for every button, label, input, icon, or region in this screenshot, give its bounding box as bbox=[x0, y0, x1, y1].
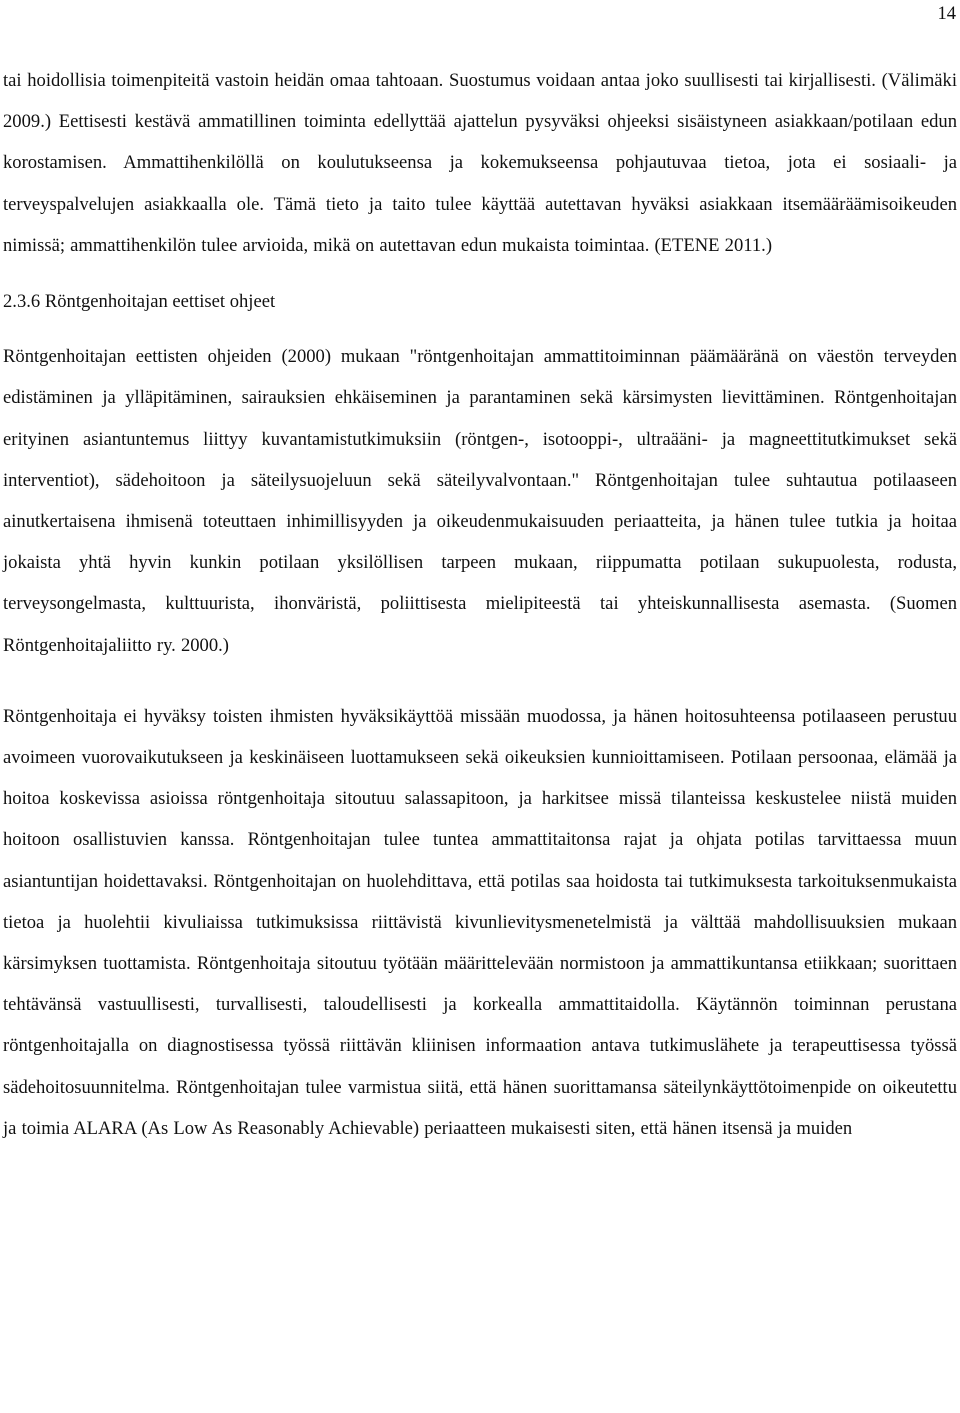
paragraph-radiographer-ethics: Röntgenhoitajan eettisten ohjeiden (2000) mukaan "röntgenhoitajan ammattitoiminnan päämääränä on väestön terveyden edistäminen ja ylläpitäminen, sairauksien ehkäiseminen ja parantaminen sekä kärsimysten lievittäminen. Röntgenhoitajan erityinen asiantuntemus liittyy kuvantamistutkimuksiin (röntgen-, isotooppi-, ultraääni- ja magneettitutkimukset sekä interventiot), sädehoitoon ja säteilysuojeluun sekä säteilyvalvontaan." Röntgenhoitajan tulee suhtautua potilaaseen ainutkertaisena ihmisenä toteuttaen inhimillisyyden ja oikeudenmukaisuuden periaatteita, ja hänen tulee tutkia ja hoitaa jokaista yhtä hyvin kunkin potilaan yksilöllisen tarpeen mukaan, riippumatta potilaan sukupuolesta, rodusta, terveysongelmasta, kulttuurista, ihonväristä, poliittisesta mielipiteestä tai yhteiskunnallisesta asemasta. (Suomen Röntgenhoitajaliitto ry. 2000.) bbox=[3, 346, 957, 656]
page-number: 14 bbox=[937, 4, 956, 24]
paragraph-radiographer-duties: Röntgenhoitaja ei hyväksy toisten ihmisten hyväksikäyttöä missään muodossa, ja hänen hoitosuhteensa potilaaseen perustuu avoimeen vuorovaikutukseen ja keskinäiseen luottamukseen sekä oikeuksien kunnioittamiseen. Potilaan persoonaa, elämää ja hoitoa koskevissa asioissa röntgenhoitaja sitoutuu salassapitoon, ja harkitsee missä tilanteissa keskustelee niistä muiden hoitoon osallistuvien kanssa. Röntgenhoitajan tulee tuntea ammattitaitonsa rajat ja ohjata potilas tarvittaessa muun asiantuntijan hoidettavaksi. Röntgenhoitajan on huolehdittava, että potilas saa hoidosta tai tutkimuksesta tarkoituksenmukaista tietoa ja huolehtii kivuliaissa tutkimuksissa riittävistä kivunlievitysmenetelmistä ja välttää mahdollisuuksien mukaan kärsimyksen tuottamista. Röntgenhoitaja sitoutuu työtään määrittelevään normistoon ja ammattikuntansa etiikkaan; suorittaen tehtävänsä vastuullisesti, turvallisesti, taloudellisesti ja korkealla ammattitaidolla. Käytännön toiminnan perustana röntgenhoitajalla on diagnostisessa työssä riittävän kliinisen informaation antava tutkimuslähete ja terapeuttisessa työssä sädehoitosuunnitelma. Röntgenhoitajan tulee varmistua siitä, että hänen suorittamansa säteilynkäyttötoimenpide on oikeutettu ja toimia ALARA (As Low As Reasonably Achievable) periaatteen mukaisesti siten, että hänen itsensä ja muiden bbox=[3, 705, 957, 1139]
section-heading: 2.3.6 Röntgenhoitajan eettiset ohjeet bbox=[3, 291, 276, 313]
paragraph-consent: tai hoidollisia toimenpiteitä vastoin heidän omaa tahtoaan. Suostumus voidaan antaa joko suullisesti tai kirjallisesti. (Välimäki 2009.) Eettisesti kestävä ammatillinen toiminta edellyttää ajattelun pysyväksi ohjeeksi sisäistyneen asiakkaan/potilaan edun korostamisen. Ammattihenkilöllä on koulutukseensa ja kokemukseensa pohjautuvaa tietoa, jota ei sosiaali- ja terveyspalvelujen asiakkaalla ole. Tämä tieto ja taito tulee käyttää autettavan hyväksi asiakkaan itsemääräämisoikeuden nimissä; ammattihenkilön tulee arvioida, mikä on autettavan edun mukaista toimintaa. (ETENE 2011.) bbox=[3, 70, 957, 256]
document-body bbox=[3, 60, 957, 1149]
